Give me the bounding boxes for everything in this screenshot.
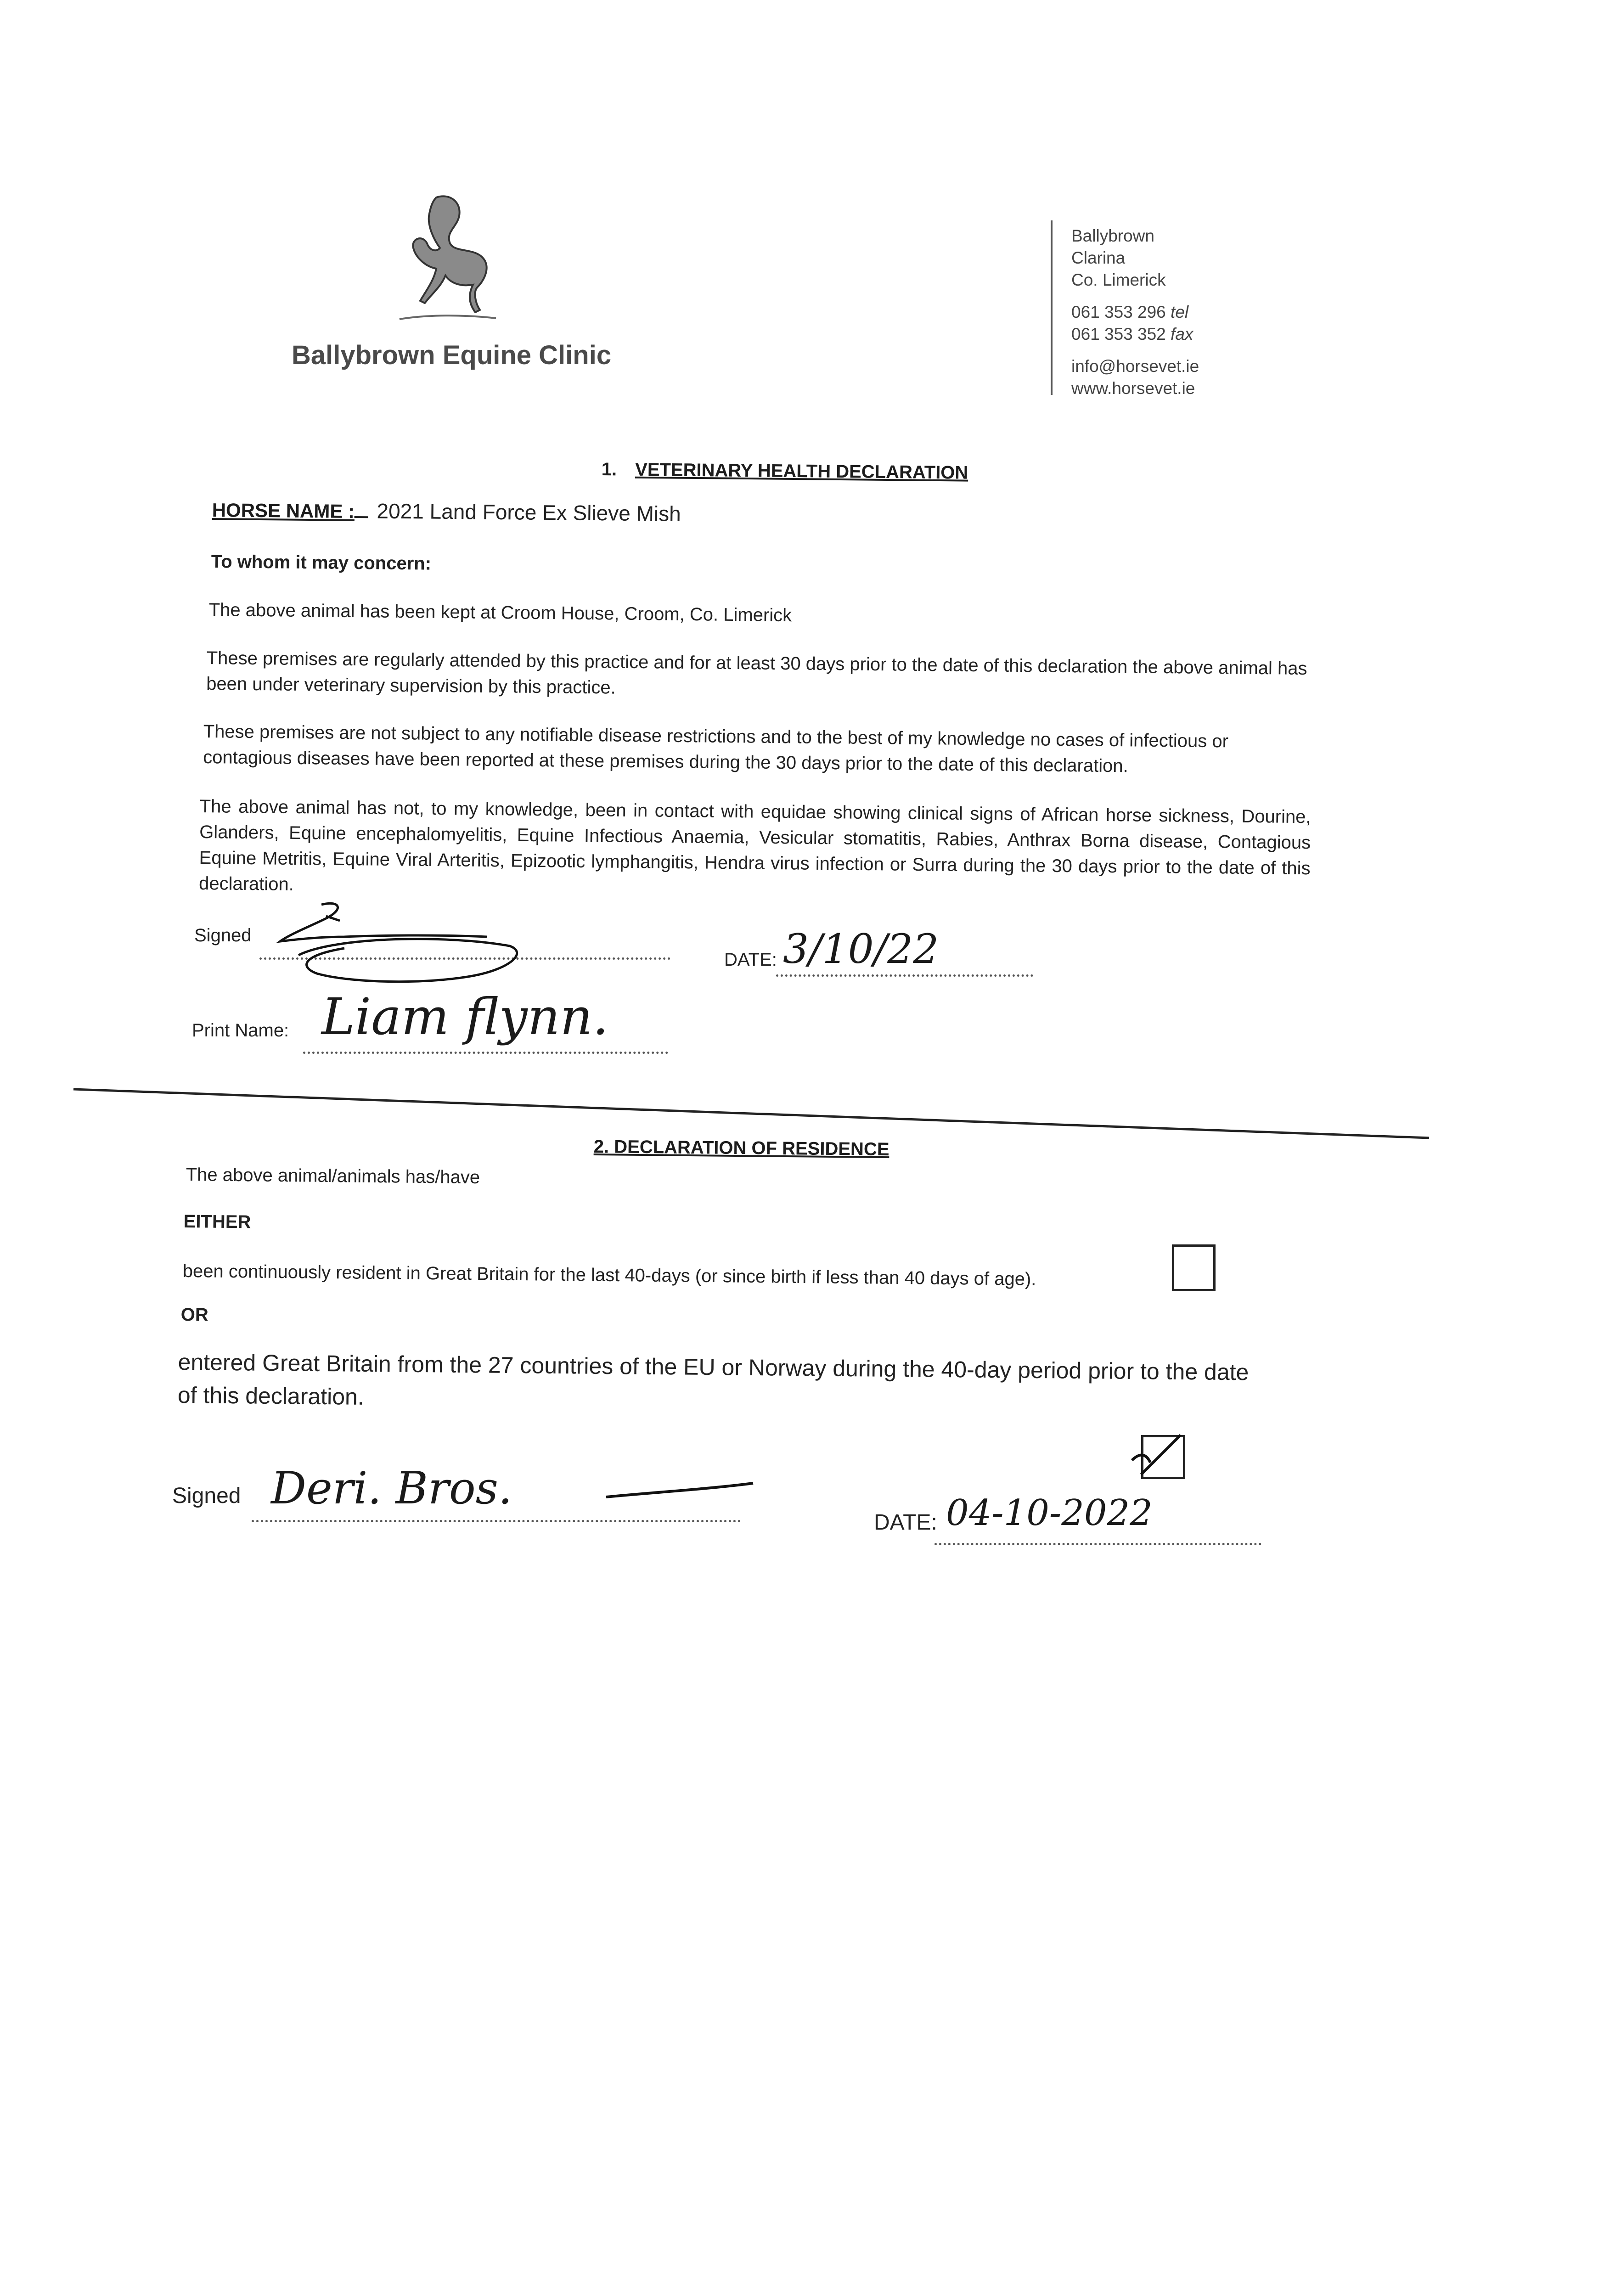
- fax-label: fax: [1171, 325, 1193, 343]
- horse-logo-icon: [381, 188, 505, 326]
- paragraph-premises: The above animal has been kept at Croom House, Croom, Co. Limerick: [208, 599, 792, 626]
- section2-signed-label: Signed: [172, 1484, 241, 1508]
- clinic-logo: [381, 188, 505, 326]
- paragraph-supervision: These premises are regularly attended by this practice and for at least 30 days prior to the date of this declaration the above animal has been under veterinary supervision by this practice.: [206, 647, 1307, 698]
- horse-name-value: 2021 Land Force Ex Slieve Mish: [377, 499, 681, 526]
- address-line-3: Co. Limerick: [1071, 270, 1166, 289]
- horse-name-label: HORSE NAME :: [212, 499, 355, 522]
- address-divider: [1051, 220, 1053, 395]
- clinic-tel: [1071, 301, 1199, 323]
- section1-signature-scribble: [271, 891, 592, 992]
- section2-signature-tail: [606, 1476, 758, 1504]
- section1-date-value: 3/10/22: [783, 925, 939, 973]
- clinic-website: www.horsevet.ie: [1071, 379, 1195, 398]
- address-line-1: Ballybrown: [1071, 226, 1154, 245]
- section-separator: [73, 1084, 1433, 1143]
- print-name-line: [303, 1052, 668, 1054]
- section2-intro: The above animal/animals has/have: [186, 1164, 480, 1188]
- salutation: To whom it may concern:: [211, 551, 432, 574]
- section2-title: 2. DECLARATION OF RESIDENCE: [593, 1137, 889, 1160]
- checkmark-icon: [1141, 1435, 1181, 1474]
- fax-value: 061 353 352: [1071, 325, 1166, 343]
- paragraph-restrictions: These premises are not subject to any notifiable disease restrictions and to the best of my knowledge no cases of infectious or contagious diseases have been reported at these premises during the 30 days prior to the date of this declaration.: [203, 721, 1229, 777]
- section2-date-label: DATE:: [874, 1510, 937, 1535]
- option2-text: entered Great Britain from the 27 countries of the EU or Norway during the 40-day period prior to the date of this declaration.: [177, 1349, 1249, 1410]
- section1-heading: [602, 459, 968, 484]
- section2-signature: Deri. Bros.: [271, 1463, 512, 1514]
- tel-label: tel: [1171, 303, 1189, 321]
- option2-checkbox[interactable]: [1141, 1435, 1185, 1479]
- paragraph-contact: The above animal has not, to my knowledge, been in contact with equidae showing clinical signs of African horse sickness, Dourine, Glanders, Equine encephalomyelitis, Equine Infectious Anaemia, Vesicular stomatitis, Rabies, Anthrax Borna disease, Contagious Equine Metritis, Equine Viral Arteritis, Epizootic lymphangitis, Hendra virus infection or Surra during the 30 days prior to the date of this declaration.: [198, 796, 1311, 895]
- or-label: OR: [180, 1304, 208, 1325]
- section1-title: VETERINARY HEALTH DECLARATION: [635, 459, 968, 483]
- option1-text: been continuously resident in Great Britain for the last 40-days (or since birth if less than 40 days of age).: [182, 1261, 1036, 1289]
- section2-signature-line: [252, 1520, 741, 1522]
- print-name-value: Liam flynn.: [321, 987, 609, 1046]
- section1-date-label: DATE:: [724, 950, 777, 970]
- section2-date-value: 04-10-2022: [946, 1492, 1153, 1534]
- section1-number: 1.: [601, 459, 617, 480]
- print-name-label: Print Name:: [192, 1020, 289, 1041]
- tel-value: 061 353 296: [1071, 303, 1166, 321]
- clinic-fax: [1071, 323, 1199, 345]
- address-line-2: Clarina: [1071, 248, 1126, 267]
- clinic-address: [1071, 225, 1199, 400]
- clinic-name: Ballybrown Equine Clinic: [292, 340, 612, 370]
- clinic-email: info@horsevet.ie: [1071, 357, 1199, 376]
- section1-signed-label: Signed: [194, 925, 252, 945]
- section2-date-line: [934, 1543, 1261, 1545]
- option1-checkbox[interactable]: [1172, 1244, 1216, 1291]
- section1-date-line: [776, 974, 1033, 977]
- either-label: EITHER: [183, 1211, 251, 1232]
- horse-name-row: [212, 497, 681, 526]
